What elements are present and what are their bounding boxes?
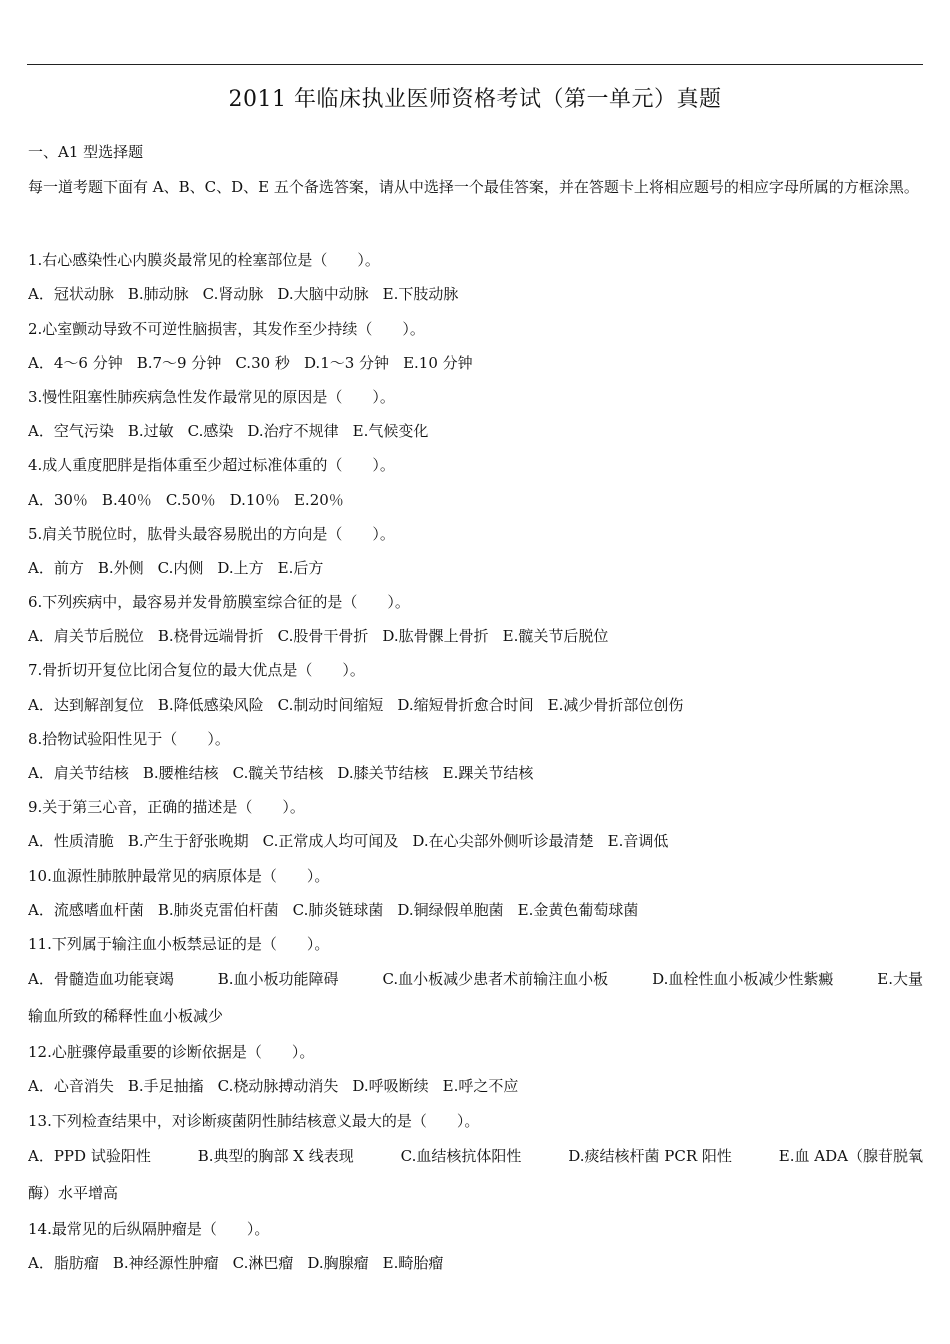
question-stem: 10.血源性肺脓肿最常见的病原体是（ ）。 (28, 866, 330, 885)
question-options (28, 483, 923, 517)
option-a: A．30％ (28, 490, 88, 509)
option-a: A．心音消失 (28, 1077, 114, 1096)
option-c: C.肾动脉 (202, 285, 264, 304)
question-stem: 11.下列属于输注血小板禁忌证的是（ ）。 (28, 934, 330, 953)
option-c: C.内侧 (157, 558, 204, 577)
option-b: B.外侧 (97, 558, 144, 577)
question-stem: 12.心脏骤停最重要的诊断依据是（ ）。 (28, 1043, 315, 1062)
option-d: D.在心尖部外侧听诊最清楚 (412, 832, 594, 851)
option-c: C.30 秒 (235, 353, 290, 372)
question-stem: 4.成人重度肥胖是指体重至少超过标准体重的（ ）。 (28, 456, 395, 475)
option-d: D.膝关节结核 (337, 764, 429, 782)
option-a: A．性质清脆 (28, 832, 114, 851)
question-options (28, 346, 923, 380)
option-b: B.肺炎克雷伯杆菌 (157, 900, 279, 919)
option-c: C.肺炎链球菌 (292, 900, 384, 919)
option-c: C.正常成人均可闻及 (262, 832, 399, 851)
header-rule (27, 64, 923, 65)
question-options (28, 1069, 923, 1103)
question-options (28, 551, 923, 585)
option-a: A．流感嗜血杆菌 (28, 900, 144, 919)
document-body (28, 135, 923, 1280)
option-b: B.40％ (101, 490, 152, 509)
option-b: B.肺动脉 (127, 285, 189, 304)
option-c: C.血结核抗体阳性 (400, 1146, 522, 1165)
option-e: E.20％ (293, 490, 344, 509)
option-e: E.髋关节后脱位 (502, 627, 609, 646)
question-options (28, 824, 923, 858)
option-e: E.音调低 (607, 832, 669, 851)
option-d: D.肱骨髁上骨折 (382, 627, 489, 646)
option-d: D.1～3 分钟 (303, 353, 390, 372)
question-stem: 3.慢性阻塞性肺疾病急性发作最常见的原因是（ ）。 (28, 387, 395, 406)
option-e: E.血 ADA（腺苷脱氧 (778, 1146, 923, 1165)
option-c: C.血小板减少患者术前输注血小板 (382, 970, 609, 989)
question-options (28, 1246, 923, 1280)
option-a: A．前方 (28, 558, 84, 577)
option-c: C.感染 (187, 422, 234, 441)
question-stem: 14.最常见的后纵隔肿瘤是（ ）。 (28, 1219, 270, 1238)
page-title: 2011 年临床执业医师资格考试（第一单元）真题 (228, 87, 722, 112)
option-b: B.神经源性肿瘤 (112, 1253, 219, 1272)
question-options (28, 688, 923, 722)
option-b: B.典型的胸部 X 线表现 (197, 1146, 354, 1165)
option-d: D.治疗不规律 (247, 422, 339, 441)
option-b: B.血小板功能障碍 (217, 970, 339, 989)
option-a: A．肩关节后脱位 (28, 627, 144, 646)
option-b: B.7～9 分钟 (136, 353, 222, 372)
option-c: C.髋关节结核 (232, 764, 324, 782)
question-options (28, 756, 923, 790)
option-b: B.降低感染风险 (157, 695, 264, 714)
option-d: D.铜绿假单胞菌 (397, 900, 504, 919)
option-a: A．4～6 分钟 (28, 353, 123, 372)
question-stem: 7.骨折切开复位比闭合复位的最大优点是（ ）。 (28, 661, 365, 680)
option-b: B.桡骨远端骨折 (157, 627, 264, 646)
instructions-paragraph: 每一道考题下面有 A、B、C、D、E 五个备选答案，请从中选择一个最佳答案，并在答题卡上将相应题号的相应字母所属的方框涂黑。 (28, 178, 919, 197)
question-options (28, 619, 923, 653)
option-d: D.10％ (229, 490, 280, 509)
option-d: D.血栓性血小板减少性紫癜 (652, 970, 834, 989)
section-heading: 一、A1 型选择题 (28, 143, 144, 161)
question-stem: 13.下列检查结果中，对诊断痰菌阴性肺结核意义最大的是（ ）。 (28, 1111, 480, 1130)
question-options (28, 277, 923, 311)
option-c: C.制动时间缩短 (277, 695, 384, 714)
option-a: A．肩关节结核 (28, 764, 129, 782)
question-stem: 2.心室颤动导致不可逆性脑损害，其发作至少持续（ ）。 (28, 319, 425, 338)
option-c: C.50％ (165, 490, 216, 509)
option-continuation: 酶）水平增高 (28, 1183, 119, 1202)
option-b: B.过敏 (127, 422, 174, 441)
option-b: B.腰椎结核 (142, 764, 219, 782)
option-a: A．空气污染 (28, 422, 114, 441)
question-options (28, 893, 923, 927)
option-c: C.桡动脉搏动消失 (217, 1077, 339, 1096)
option-continuation: 输血所致的稀释性血小板减少 (28, 1007, 224, 1026)
option-a: A．骨髓造血功能衰竭 (28, 970, 174, 989)
option-b: B.手足抽搐 (127, 1077, 204, 1096)
question-stem: 1.右心感染性心内膜炎最常见的栓塞部位是（ ）。 (28, 251, 380, 270)
option-e: E.10 分钟 (403, 353, 473, 372)
option-e: E.畸胎瘤 (382, 1253, 444, 1272)
question-stem: 8.拾物试验阳性见于（ ）。 (28, 729, 230, 748)
option-b: B.产生于舒张晚期 (127, 832, 249, 851)
option-e: E.踝关节结核 (442, 764, 534, 782)
question-stem: 9.关于第三心音，正确的描述是（ ）。 (28, 798, 305, 817)
option-e: E.气候变化 (352, 422, 429, 441)
option-d: D.痰结核杆菌 PCR 阳性 (568, 1146, 732, 1165)
option-a: A．PPD 试验阳性 (28, 1146, 151, 1165)
question-options (28, 414, 923, 448)
option-c: C.股骨干骨折 (277, 627, 369, 646)
option-a: A．达到解剖复位 (28, 695, 144, 714)
option-a: A．脂肪瘤 (28, 1253, 99, 1272)
option-e: E.大量 (877, 970, 923, 989)
option-e: E.减少骨折部位创伤 (547, 695, 684, 714)
option-d: D.上方 (217, 558, 264, 577)
question-options (28, 961, 923, 998)
option-a: A．冠状动脉 (28, 285, 114, 304)
option-e: E.呼之不应 (442, 1077, 519, 1096)
question-options (28, 1138, 923, 1175)
question-stem: 6.下列疾病中，最容易并发骨筋膜室综合征的是（ ）。 (28, 593, 410, 612)
option-e: E.金黄色葡萄球菌 (517, 900, 639, 919)
option-d: D.大脑中动脉 (277, 285, 369, 304)
option-d: D.胸腺瘤 (307, 1253, 369, 1272)
option-c: C.淋巴瘤 (232, 1253, 294, 1272)
option-e: E.下肢动脉 (382, 285, 459, 304)
option-d: D.缩短骨折愈合时间 (397, 695, 534, 714)
option-d: D.呼吸断续 (352, 1077, 429, 1096)
option-e: E.后方 (277, 558, 324, 577)
question-stem: 5.肩关节脱位时，肱骨头最容易脱出的方向是（ ）。 (28, 524, 395, 543)
question-list (28, 243, 923, 1280)
